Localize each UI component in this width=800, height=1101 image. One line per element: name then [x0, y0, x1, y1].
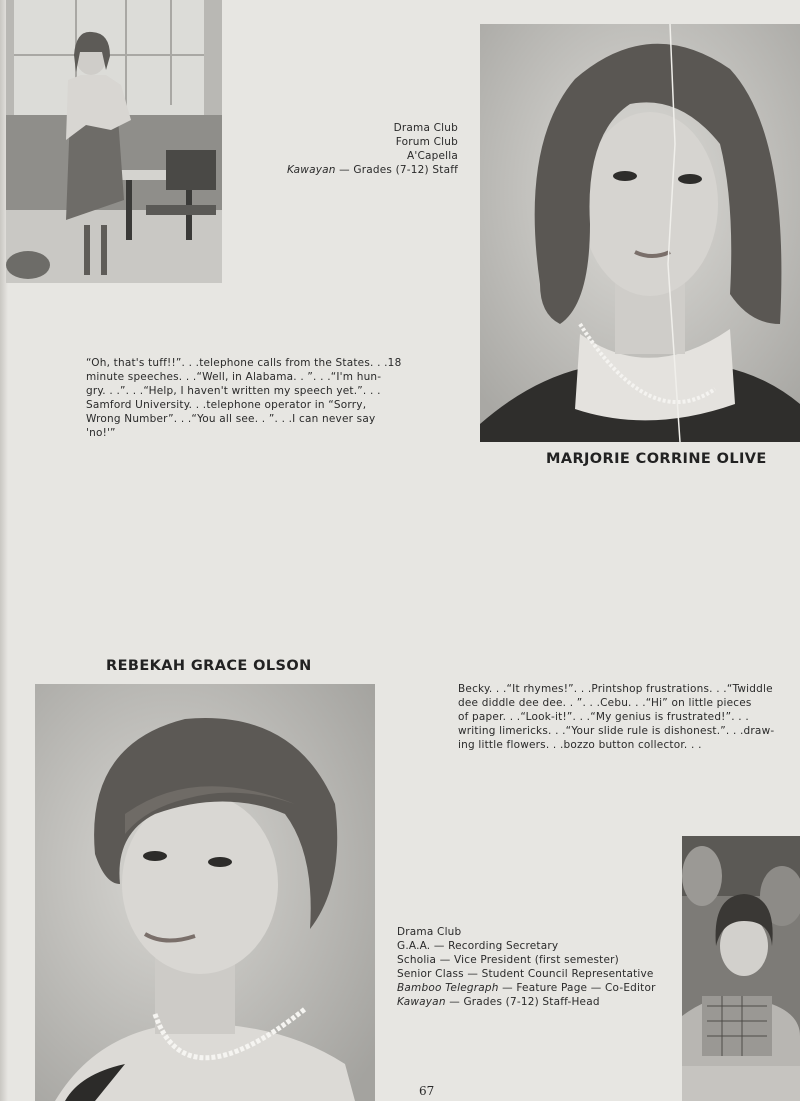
activity-item: Scholia — Vice President (first semester): [397, 954, 619, 966]
student1-quote: [86, 356, 402, 440]
activity-item: [397, 981, 682, 995]
quote-line: Wrong Number”. . .“You all see. . ”. . .I can never say: [86, 413, 376, 425]
quote-line: Becky. . .“It rhymes!”. . .Printshop frustrations. . .“Twiddle: [458, 683, 773, 695]
student1-name: MARJORIE CORRINE OLIVE: [546, 451, 767, 467]
activity-item: Drama Club: [393, 122, 458, 134]
activity-item: Senior Class — Student Council Representative: [397, 968, 654, 980]
quote-line: “Oh, that's tuff!!”. . .telephone calls from the States. . .18: [86, 357, 402, 369]
candid-group-photo: [682, 836, 800, 1101]
quote-line: 'no!'”: [86, 427, 116, 439]
publication-title: Bamboo Telegraph: [397, 982, 499, 994]
activity-item: Forum Club: [395, 136, 458, 148]
quote-line: writing limericks. . .“Your slide rule is dishonest.”. . .draw-: [458, 725, 775, 737]
quote-line: of paper. . .“Look-it!”. . .“My genius is frustrated!”. . .: [458, 711, 749, 723]
quote-line: Samford University. . .telephone operator in “Sorry,: [86, 399, 367, 411]
quote-line: dee diddle dee dee. . ”. . .Cebu. . .“Hi” on little pieces: [458, 697, 752, 709]
student2-quote: [458, 682, 775, 752]
publication-title: Kawayan: [397, 996, 446, 1008]
classroom-candid-photo: [6, 0, 222, 283]
activity-role: — Grades (7-12) Staff-Head: [445, 996, 600, 1008]
student1-activities: [240, 121, 458, 177]
student2-name: REBEKAH GRACE OLSON: [106, 658, 312, 674]
rebekah-olson-portrait: [35, 684, 375, 1101]
quote-line: minute speeches. . .“Well, in Alabama. . ”. . .“I'm hun-: [86, 371, 382, 383]
activity-item: Drama Club: [397, 926, 462, 938]
activity-item: [397, 995, 682, 1009]
publication-title: Kawayan: [286, 164, 336, 176]
quote-line: ing little flowers. . .bozzo button collector. . .: [458, 739, 702, 751]
activity-role: — Grades (7-12) Staff: [335, 164, 458, 176]
quote-line: gry. . .”. . .“Help, I haven't written my speech yet.”. . .: [86, 385, 381, 397]
page-number: 67: [419, 1084, 435, 1098]
activity-item: A'Capella: [406, 150, 458, 162]
activity-item: [240, 163, 458, 177]
activity-role: — Feature Page — Co-Editor: [498, 982, 656, 994]
marjorie-olive-portrait: [480, 24, 800, 442]
student2-activities: [397, 925, 682, 1009]
activity-item: G.A.A. — Recording Secretary: [397, 940, 559, 952]
